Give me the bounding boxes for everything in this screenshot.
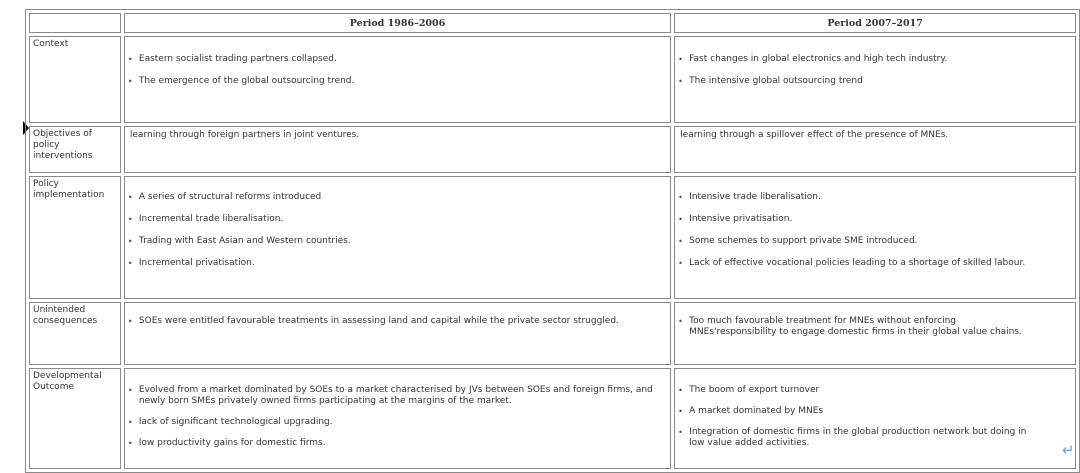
- list-item: • Fast changes in global electronics and high tech industry.: [675, 54, 1075, 65]
- cell-context-period-2: [674, 36, 1076, 123]
- row-label-outcome: Developmental Outcome: [29, 368, 121, 469]
- row-label-objectives: Objectives of policy interventions: [29, 126, 121, 173]
- list-item: • SOEs were entitled favourable treatments in assessing land and capital while the private sector struggled.: [125, 316, 670, 327]
- list-item: • The emergence of the global outsourcing trend.: [125, 76, 670, 87]
- list-item: • Intensive privatisation.: [675, 214, 1075, 225]
- list-item: • The intensive global outsourcing trend: [675, 76, 1075, 87]
- list-item: • low productivity gains for domestic firms.: [125, 438, 670, 449]
- cell-policy-period-2: [674, 176, 1076, 299]
- cell-unintended-period-2: [674, 302, 1076, 365]
- cell-policy-period-1: [124, 176, 671, 299]
- table-row: [29, 176, 1076, 299]
- list-item: • Evolved from a market dominated by SOEs to a market characterised by JVs between SOEs and foreign firms, and newly born SMEs privately owned firms participating at the margins of the market.: [125, 385, 670, 407]
- comparison-table: [25, 9, 1080, 473]
- list-item: • The boom of export turnover: [675, 385, 1075, 396]
- cell-unintended-period-1: [124, 302, 671, 365]
- header-period-1: Period 1986–2006: [124, 13, 671, 33]
- header-row: [29, 13, 1076, 33]
- list-item: • Incremental trade liberalisation.: [125, 214, 670, 225]
- list-item: • A market dominated by MNEs: [675, 406, 1075, 417]
- header-empty: [29, 13, 121, 33]
- table-row: [29, 368, 1076, 469]
- table-row: [29, 302, 1076, 365]
- cell-text: learning through a spillover effect of the presence of MNEs.: [680, 130, 949, 140]
- return-arrow-icon: ↵: [1062, 441, 1075, 459]
- list-item: • A series of structural reforms introduced: [125, 192, 670, 203]
- table-row: [29, 36, 1076, 123]
- list-item: • Too much favourable treatment for MNEs without enforcing MNEs'responsibility to engage domestic firms in their global value chains.: [675, 316, 1075, 338]
- cell-text: learning through foreign partners in joint ventures.: [129, 130, 360, 140]
- header-period-2: Period 2007–2017: [674, 13, 1076, 33]
- cell-outcome-period-2: [674, 368, 1076, 469]
- list-item: • Integration of domestic firms in the global production network but doing in low value added activities.: [675, 427, 1075, 449]
- cell-context-period-1: [124, 36, 671, 123]
- cell-objectives-period-1: [124, 126, 671, 173]
- row-label-unintended: Unintended consequences: [29, 302, 121, 365]
- row-label-context: Context: [29, 36, 121, 123]
- table-row: [29, 126, 1076, 173]
- list-item: • Lack of effective vocational policies leading to a shortage of skilled labour.: [675, 258, 1075, 269]
- list-item: • Eastern socialist trading partners collapsed.: [125, 54, 670, 65]
- list-item: • Incremental privatisation.: [125, 258, 670, 269]
- list-item: • Trading with East Asian and Western countries.: [125, 236, 670, 247]
- cell-outcome-period-1: [124, 368, 671, 469]
- cell-objectives-period-2: [674, 126, 1076, 173]
- row-label-policy: Policy implementation: [29, 176, 121, 299]
- list-item: • Some schemes to support private SME introduced.: [675, 236, 1075, 247]
- list-item: • Intensive trade liberalisation.: [675, 192, 1075, 203]
- list-item: • lack of significant technological upgrading.: [125, 417, 670, 428]
